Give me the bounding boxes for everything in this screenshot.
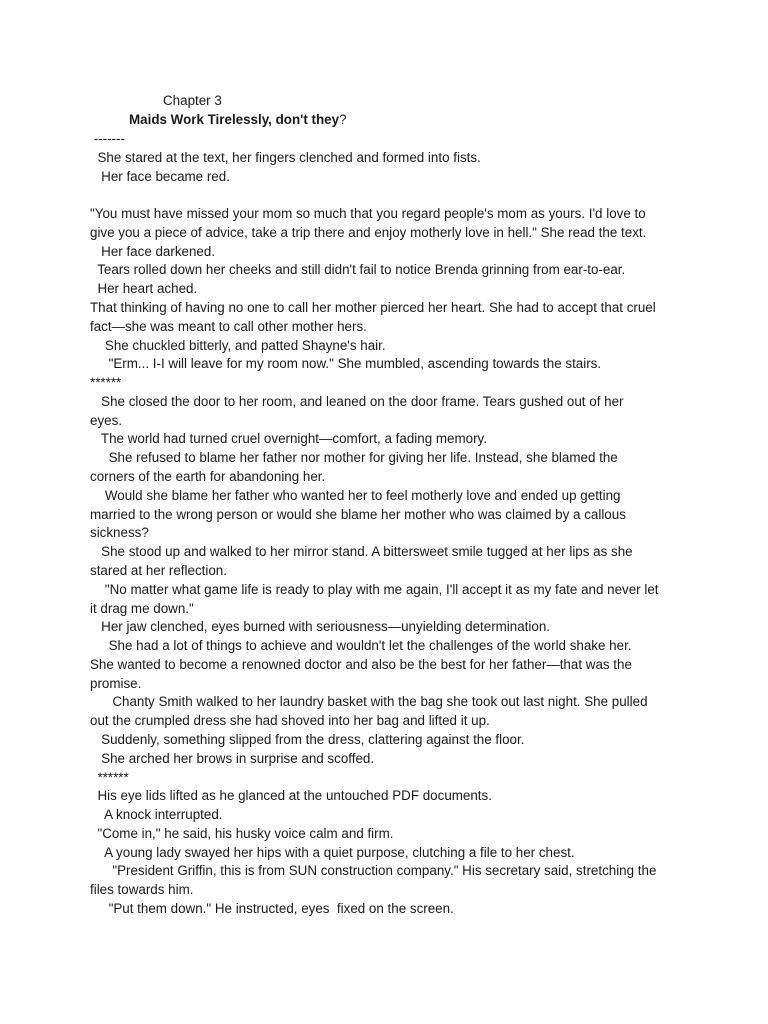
text-line: Her jaw clenched, eyes burned with seriousness—unyielding determination. xyxy=(90,619,550,635)
text-line: A young lady swayed her hips with a quiet purpose, clutching a file to her chest. xyxy=(90,844,575,860)
text-line: stared at her reflection. xyxy=(90,562,227,578)
chapter-title xyxy=(129,111,347,129)
text-line: She stood up and walked to her mirror stand. A bittersweet smile tugged at her lips as she xyxy=(90,544,633,560)
text-line: "Erm... I-I will leave for my room now." She mumbled, ascending towards the stairs. xyxy=(90,356,602,372)
text-line: She stared at the text, her fingers clenched and formed into fists. xyxy=(90,149,481,165)
text-line: A knock interrupted. xyxy=(90,807,223,823)
text-line: out the crumpled dress she had shoved into her bag and lifted it up. xyxy=(90,713,490,729)
text-line: it drag me down." xyxy=(90,600,194,616)
text-line: ****** xyxy=(90,375,122,391)
text-line: "President Griffin, this is from SUN construction company." His secretary said, stretching the xyxy=(90,863,657,879)
text-line: Would she blame her father who wanted her to feel motherly love and ended up getting xyxy=(90,487,621,503)
text-line: "No matter what game life is ready to play with me again, I'll accept it as my fate and never let xyxy=(90,581,659,597)
text-line: She wanted to become a renowned doctor and also be the best for her father—that was the xyxy=(90,656,632,672)
text-line: The world had turned cruel overnight—comfort, a fading memory. xyxy=(90,431,487,447)
text-line: She closed the door to her room, and leaned on the door frame. Tears gushed out of her xyxy=(90,393,624,409)
text-line: sickness? xyxy=(90,525,149,541)
text-line: His eye lids lifted as he glanced at the untouched PDF documents. xyxy=(90,788,492,804)
text-line: corners of the earth for abandoning her. xyxy=(90,469,326,485)
text-line: ------- xyxy=(90,131,125,146)
chapter-title-tail: ? xyxy=(339,112,347,127)
text-line: Suddenly, something slipped from the dress, clattering against the floor. xyxy=(90,731,525,747)
text-line: Chanty Smith walked to her laundry basket with the bag she took out last night. She pulled xyxy=(90,694,648,710)
text-line: eyes. xyxy=(90,412,123,428)
text-line: promise. xyxy=(90,675,142,691)
text-line: married to the wrong person or would she blame her mother who was claimed by a callous xyxy=(90,506,626,522)
chapter-title-bold: Maids Work Tirelessly, don't they xyxy=(129,112,340,127)
text-line: Her heart ached. xyxy=(90,281,198,297)
text-line: "Put them down." He instructed, eyes fixed on the screen. xyxy=(90,900,454,916)
text-line: fact—she was meant to call other mother hers. xyxy=(90,318,367,334)
text-line: Tears rolled down her cheeks and still didn't fail to notice Brenda grinning from ear-to-ear. xyxy=(90,262,626,278)
text-line: give you a piece of advice, take a trip there and enjoy motherly love in hell." She read the text. xyxy=(90,224,647,240)
text-line: She had a lot of things to achieve and wouldn't let the challenges of the world shake her. xyxy=(90,638,632,654)
text-line: She arched her brows in surprise and scoffed. xyxy=(90,750,375,766)
text-line: ****** xyxy=(90,769,129,785)
text-line: She refused to blame her father nor mother for giving her life. Instead, she blamed the xyxy=(90,450,618,466)
text-line: "You must have missed your mom so much that you regard people's mom as yours. I'd love to xyxy=(90,206,646,222)
text-line: She chuckled bitterly, and patted Shayne's hair. xyxy=(90,337,386,353)
text-line: "Come in," he said, his husky voice calm and firm. xyxy=(90,825,394,841)
text-line: Her face darkened. xyxy=(90,243,216,259)
text-line: Her face became red. xyxy=(90,168,230,184)
text-line: files towards him. xyxy=(90,882,194,898)
text-line: That thinking of having no one to call her mother pierced her heart. She had to accept that cruel xyxy=(90,300,656,316)
chapter-label: Chapter 3 xyxy=(163,93,222,108)
